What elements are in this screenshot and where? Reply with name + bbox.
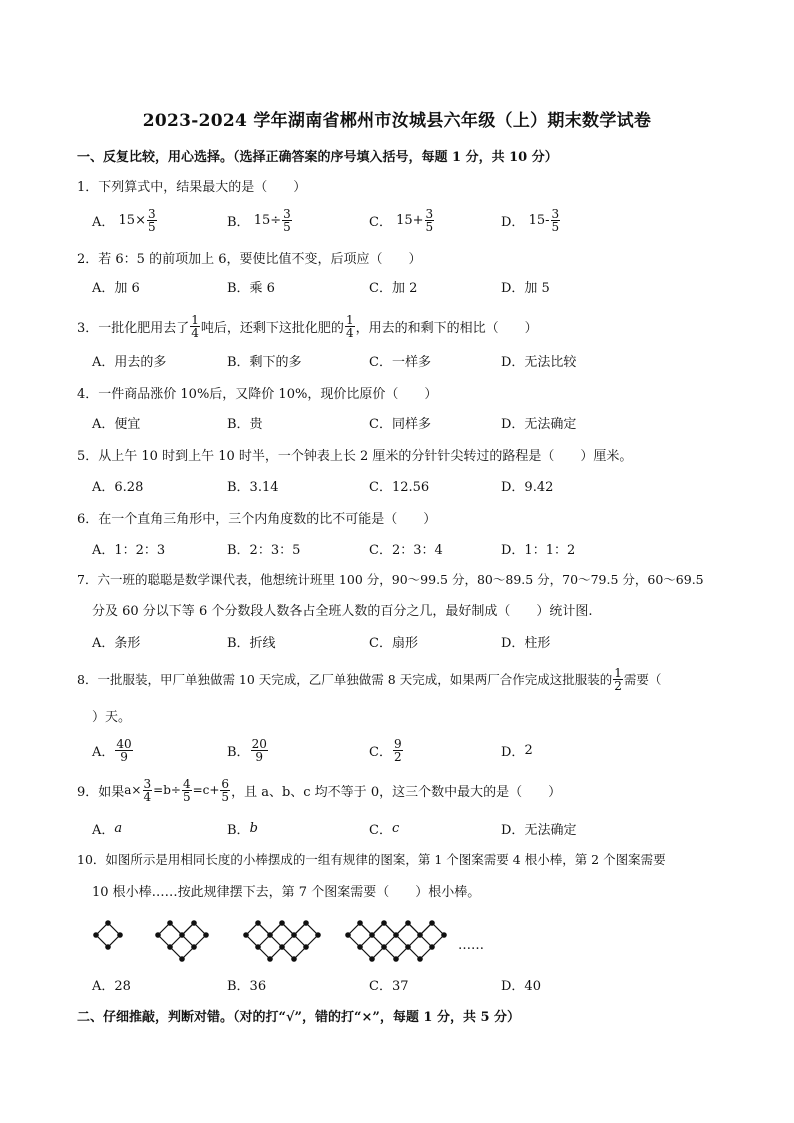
option-a[interactable]: A．1：2：3 [92, 542, 166, 558]
page-title: 2023-2024 学年湖南省郴州市汝城县六年级（上）期末数学试卷 [142, 111, 652, 131]
option-a[interactable] [92, 200, 158, 240]
option-d[interactable]: D．柱形 [501, 635, 551, 651]
option-d[interactable]: D．无法确定 [501, 416, 577, 432]
question-4-options [92, 404, 732, 440]
option-label: B． [227, 822, 250, 838]
option-c[interactable]: C．同样多 [369, 416, 431, 432]
question-7-stem-line-2: 分及 60 分以下等 6 个分数段人数各占全班人数的百分之几，最好制成（ ）统计图. [92, 604, 593, 619]
option-b[interactable]: B．乘 6 [227, 280, 275, 296]
option-c[interactable] [369, 810, 399, 846]
option-b[interactable]: B．36 [227, 978, 267, 994]
pattern-2 [156, 921, 208, 961]
question-3-options [92, 342, 732, 378]
pattern-4 [346, 921, 446, 961]
expression-text: 15+ [396, 212, 424, 228]
question-5-stem: 5．从上午 10 时到上午 10 时半，一个钟表上长 2 厘米的分针针尖转过的路程是（ ）厘米。 [77, 449, 633, 464]
question-8-stem-line-2: ）天。 [92, 710, 132, 725]
question-5-options [92, 467, 732, 503]
question-10-stem-line-2: 10 根小棒……按此规律摆下去，第 7 个图案需要（ ）根小棒。 [92, 885, 481, 900]
option-value: b [249, 820, 258, 836]
fraction: $\frac{20}{9}$ [251, 736, 267, 764]
option-d[interactable] [501, 810, 576, 846]
option-b[interactable]: B．2：3：5 [227, 542, 301, 558]
question-8-stem-line-1 [77, 660, 661, 698]
fraction: $\frac{9}{2}$ [393, 736, 402, 764]
option-label: D． [501, 214, 525, 230]
option-a[interactable] [92, 730, 134, 770]
stem-text: 吨后，还剩下这批化肥的 [200, 320, 344, 336]
pattern-3 [244, 921, 320, 961]
option-a[interactable]: A．便宜 [92, 416, 141, 432]
stick-pattern-figure [88, 905, 508, 975]
stem-text: 9．如果 [77, 784, 125, 800]
expression-text: =b÷ [153, 783, 181, 797]
option-label: A． [92, 214, 115, 230]
option-label: B． [227, 214, 250, 230]
pattern-1 [94, 921, 122, 949]
option-label: C． [369, 822, 392, 838]
fraction: $\frac{1}{4}$ [191, 312, 199, 340]
fraction: $\frac{1}{2}$ [614, 665, 622, 693]
option-value: a [114, 820, 123, 836]
option-c[interactable]: C．12.56 [369, 479, 430, 495]
question-2-options [92, 268, 732, 304]
option-label: A． [92, 744, 115, 760]
option-b[interactable]: B．折线 [227, 635, 276, 651]
fraction: $\frac{1}{4}$ [345, 312, 354, 340]
section-2-heading: 二、仔细推敲，判断对错。（对的打“√”，错的打“×”，每题 1 分，共 5 分） [77, 1010, 521, 1025]
option-c[interactable]: C．扇形 [369, 635, 418, 651]
question-4-stem: 4．一件商品涨价 10%后，又降价 10%，现价比原价（ ） [77, 387, 438, 402]
option-b[interactable] [227, 200, 293, 240]
option-b[interactable]: B．剩下的多 [227, 354, 302, 370]
option-a[interactable]: A．条形 [92, 635, 141, 651]
option-a[interactable]: A．6.28 [92, 479, 144, 495]
expression-text: 15- [528, 212, 550, 228]
option-label: D． [501, 822, 525, 838]
option-b[interactable]: B．贵 [227, 416, 263, 432]
option-d[interactable]: D．1：1：2 [501, 542, 576, 558]
stem-text: 8．一批服装，甲厂单独做需 10 天完成，乙厂单独做需 8 天完成，如果两厂合作完成这批服装的 [77, 672, 613, 687]
question-10-stem-line-1: 10．如图所示是用相同长度的小棒摆成的一组有规律的图案，第 1 个图案需要 4 根小棒，第 2 个图案需要 [77, 852, 666, 867]
question-10-options [92, 966, 732, 1002]
fraction: $\frac{3}{5}$ [147, 206, 156, 234]
stem-text: 需要（ [623, 672, 662, 687]
option-value: c [391, 820, 400, 836]
option-label: A． [92, 822, 115, 838]
option-b[interactable] [227, 810, 258, 846]
fraction: $\frac{6}{5}$ [221, 776, 230, 804]
option-a[interactable]: A．加 6 [92, 280, 140, 296]
question-7-stem-line-1: 7．六一班的聪聪是数学课代表，他想统计班里 100 分，90～99.5 分，80～89.5 分，70～79.5 分，60～69.5 [77, 572, 704, 587]
expression-text: =c+ [192, 783, 220, 797]
stem-text: 3．一批化肥用去了 [77, 320, 190, 336]
question-9-options [92, 810, 732, 846]
expression-text: a× [124, 783, 142, 797]
fraction: $\frac{3}{5}$ [425, 206, 434, 234]
question-8-options [92, 730, 732, 770]
question-2-stem: 2．若 6：5 的前项加上 6，要使比值不变，后项应（ ） [77, 252, 422, 267]
option-d[interactable]: D．无法比较 [501, 354, 577, 370]
fraction: $\frac{4}{5}$ [182, 776, 191, 804]
option-d[interactable] [501, 730, 533, 770]
option-value: 无法确定 [524, 822, 577, 838]
option-label: C． [369, 744, 392, 760]
expression-text: 15÷ [253, 212, 282, 228]
option-c[interactable]: C．2：3：4 [369, 542, 443, 558]
stem-text: ，且 a、b、c 均不等于 0，这三个数中最大的是（ ） [231, 784, 562, 800]
fraction: $\frac{3}{5}$ [551, 206, 560, 234]
option-a[interactable] [92, 810, 122, 846]
fraction: $\frac{3}{4}$ [143, 776, 152, 804]
question-1-stem: 1．下列算式中，结果最大的是（ ） [77, 180, 307, 195]
option-c[interactable] [369, 200, 435, 240]
option-c[interactable]: C．加 2 [369, 280, 418, 296]
option-a[interactable]: A．28 [92, 978, 131, 994]
expression-text: 15× [118, 212, 146, 228]
option-b[interactable] [227, 730, 269, 770]
question-6-stem: 6．在一个直角三角形中，三个内角度数的比不可能是（ ） [77, 512, 437, 527]
question-7-options [92, 623, 732, 659]
question-1-options [92, 200, 732, 240]
pattern-ellipsis: …… [458, 938, 484, 953]
option-d[interactable]: D．9.42 [501, 479, 554, 495]
option-c[interactable]: C．一样多 [369, 354, 431, 370]
fraction: $\frac{3}{5}$ [283, 206, 291, 234]
option-c[interactable]: C．37 [369, 978, 409, 994]
option-d[interactable]: D．加 5 [501, 280, 550, 296]
option-b[interactable]: B．3.14 [227, 479, 279, 495]
option-label: B． [227, 744, 250, 760]
option-c[interactable] [369, 730, 404, 770]
question-6-options [92, 530, 732, 566]
option-d[interactable]: D．40 [501, 978, 541, 994]
option-d[interactable] [501, 200, 561, 240]
question-9-stem [77, 770, 561, 810]
fraction: $\frac{40}{9}$ [116, 736, 132, 764]
option-a[interactable]: A．用去的多 [92, 354, 167, 370]
stem-text: ，用去的和剩下的相比（ ） [355, 320, 538, 336]
option-label: D． [501, 744, 525, 760]
option-label: C． [369, 214, 392, 230]
section-1-heading: 一、反复比较，用心选择。（选择正确答案的序号填入括号，每题 1 分，共 10 分） [77, 150, 558, 165]
option-value: 2 [524, 742, 533, 758]
question-3-stem [77, 306, 538, 346]
